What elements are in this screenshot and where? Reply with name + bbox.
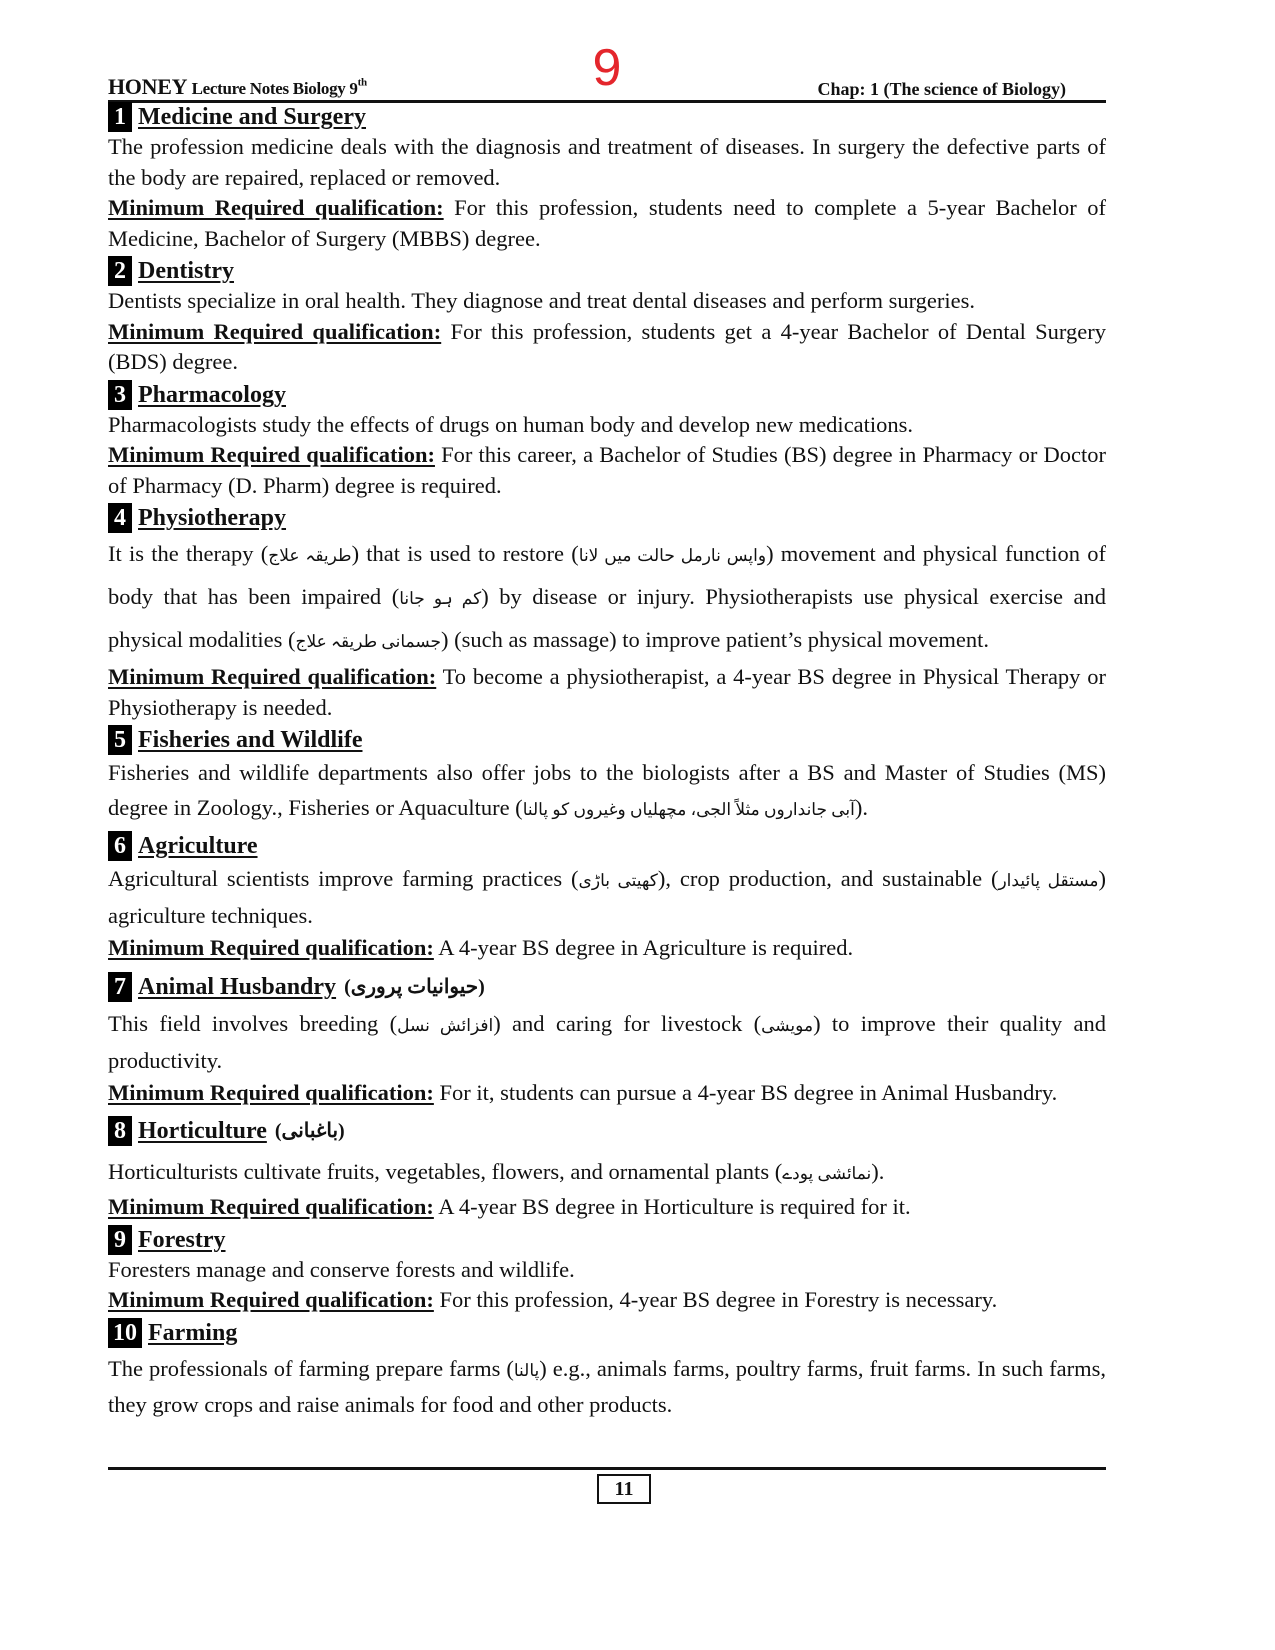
footer-rule (108, 1467, 1106, 1470)
urdu-gloss: کم ہو جانا (399, 589, 482, 608)
qualification-paragraph (108, 193, 1106, 254)
body-text: ) and caring for livestock ( (493, 1010, 762, 1036)
section-number-badge: 3 (108, 380, 132, 410)
section-title-urdu: (باغبانی) (274, 1120, 345, 1142)
body-text: ) agriculture techniques. (108, 866, 1106, 928)
page-number: 11 (597, 1474, 651, 1504)
urdu-gloss: واپس نارمل حالت میں لانا (578, 546, 767, 565)
brand-name: HONEY (108, 74, 187, 99)
qualification-paragraph (108, 1078, 1106, 1109)
section-heading (108, 725, 1106, 755)
section-title: Farming (148, 1319, 238, 1346)
section-number-badge: 1 (108, 102, 132, 132)
section-body: Pharmacologists study the effects of drugs on human body and develop new medications. (108, 411, 914, 437)
qualification-text: For this profession, students need to complete a 5-year Bachelor of Medicine, Bachelor of Surgery (MBBS) degree. (108, 195, 1106, 251)
urdu-gloss: طریقہ علاج (268, 546, 352, 565)
body-text: ), crop production, and sustainable ( (657, 866, 999, 891)
qualification-label: Minimum Required qualification: (108, 1194, 434, 1219)
urdu-gloss: نمائشی پودے (782, 1164, 872, 1183)
qualification-label: Minimum Required qualification: (108, 935, 434, 960)
section-title: Horticulture (138, 1118, 267, 1144)
qualification-paragraph (108, 933, 1106, 964)
section-body (108, 1352, 1106, 1422)
section-number-badge: 6 (108, 831, 132, 861)
section-body: Foresters manage and conserve forests and wildlife. (108, 1256, 575, 1282)
qualification-label: Minimum Required qualification: (108, 664, 437, 689)
urdu-gloss: مستقل پائیدار (998, 871, 1099, 890)
body-text: ) that is used to restore ( (351, 541, 579, 566)
section-number-badge: 9 (108, 1225, 132, 1255)
body-text: ) e.g., animals farms, poultry farms, fruit farms. In such farms, they grow crops and raise animals for food and other products. (108, 1355, 1106, 1417)
section-number-badge: 2 (108, 256, 132, 286)
urdu-gloss: افزائش نسل (397, 1015, 494, 1035)
qualification-label: Minimum Required qualification: (108, 1079, 434, 1105)
section-title: Pharmacology (138, 381, 286, 408)
section-body (108, 755, 1106, 827)
body-text: This field involves breeding ( (108, 1010, 398, 1036)
qualification-text: For this profession, 4-year BS degree in Forestry is necessary. (433, 1287, 998, 1312)
qualification-text: For this profession, students get a 4-year Bachelor of Dental Surgery (BDS) degree. (108, 318, 1106, 374)
urdu-gloss: جسمانی طریقہ علاج (295, 632, 442, 651)
qualification-label: Minimum Required qualification: (108, 1287, 434, 1312)
section-title: Dentistry (138, 258, 234, 284)
body-text: ). (854, 795, 868, 820)
urdu-gloss: مویشی (761, 1015, 814, 1035)
body-text: ) movement and physical function of body that has been impaired ( (108, 541, 1106, 609)
top-page-marker: 9 (592, 39, 622, 97)
section-number-badge: 8 (108, 1116, 132, 1146)
body-text: The professionals of farming prepare farms ( (108, 1355, 514, 1381)
body-text: ) to improve their quality and productivity. (108, 1010, 1106, 1073)
qualification-label: Minimum Required qualification: (108, 442, 435, 467)
section-heading (108, 102, 1106, 132)
section-body (108, 861, 1106, 933)
qualification-paragraph (108, 1285, 1106, 1316)
urdu-gloss: پالنا (513, 1360, 540, 1380)
body-text: Agricultural scientists improve farming practices ( (108, 866, 579, 891)
section-number-badge: 4 (108, 503, 132, 533)
urdu-gloss: آبی جانداروں مثلاً الجی، مچھلیاں وغیروں کو پالنا (522, 800, 855, 819)
section-number-badge: 7 (108, 972, 132, 1002)
brand-subtitle-sup: th (357, 76, 367, 89)
section-title: Fisheries and Wildlife (138, 727, 363, 753)
section-heading (108, 256, 1106, 286)
section-body: The profession medicine deals with the diagnosis and treatment of diseases. In surgery the defective parts of the body are repaired, replaced or removed. (108, 134, 1106, 190)
section-body (108, 1154, 1106, 1192)
body-text: It is the therapy ( (108, 541, 269, 566)
urdu-gloss: کھیتی باڑی (578, 871, 658, 890)
section-heading (108, 503, 1106, 533)
qualification-label: Minimum Required qualification: (108, 195, 444, 220)
section-heading (108, 1116, 1106, 1146)
chapter-title: Chap: 1 (The science of Biology) (817, 79, 1066, 99)
section-heading (108, 972, 1106, 1002)
qualification-text: For it, students can pursue a 4-year BS degree in Animal Husbandry. (433, 1079, 1058, 1105)
body-text: Horticulturists cultivate fruits, vegetables, flowers, and ornamental plants ( (108, 1159, 783, 1184)
section-body: Dentists specialize in oral health. They diagnose and treat dental diseases and perform surgeries. (108, 288, 976, 313)
qualification-text: A 4-year BS degree in Agriculture is required. (433, 935, 854, 960)
section-heading (108, 831, 1106, 861)
page-content (108, 100, 1106, 1422)
section-heading (108, 1225, 1106, 1255)
section-title-urdu: (حیوانیات پروری) (344, 975, 485, 998)
qualification-text: To become a physiotherapist, a 4-year BS degree in Physical Therapy or Physiotherapy is needed. (108, 664, 1106, 720)
section-title: Physiotherapy (138, 505, 287, 531)
section-heading (108, 1318, 1106, 1348)
qualification-text: For this career, a Bachelor of Studies (BS) degree in Pharmacy or Doctor of Pharmacy (D. Pharm) degree is required. (108, 442, 1106, 498)
qualification-paragraph (108, 1192, 1106, 1223)
qualification-paragraph (108, 317, 1106, 378)
section-number-badge: 10 (108, 1318, 142, 1348)
brand-subtitle: Lecture Notes Biology 9 (191, 79, 358, 98)
body-text: ) by disease or injury. Physiotherapists use physical exercise and physical modalities ( (108, 584, 1107, 652)
body-text: Fisheries and wildlife departments also offer jobs to the biologists after a BS and Master of Studies (MS) degree in Zoology., Fisheries or Aquaculture ( (108, 760, 1106, 820)
section-body (108, 533, 1106, 662)
section-heading (108, 380, 1106, 410)
header-brand (108, 74, 367, 100)
qualification-label: Minimum Required qualification: (108, 318, 442, 344)
qualification-text: A 4-year BS degree in Horticulture is required for it. (433, 1194, 911, 1219)
running-header (108, 74, 1106, 103)
section-title: Medicine and Surgery (138, 104, 366, 130)
qualification-paragraph (108, 440, 1106, 501)
section-title: Animal Husbandry (138, 973, 337, 1000)
section-title: Agriculture (138, 833, 258, 859)
section-title: Forestry (138, 1226, 226, 1253)
qualification-paragraph (108, 662, 1106, 723)
section-body (108, 1006, 1106, 1078)
body-text: ). (871, 1159, 885, 1184)
section-number-badge: 5 (108, 725, 132, 755)
body-text: ) (such as massage) to improve patient’s physical movement. (441, 627, 990, 652)
